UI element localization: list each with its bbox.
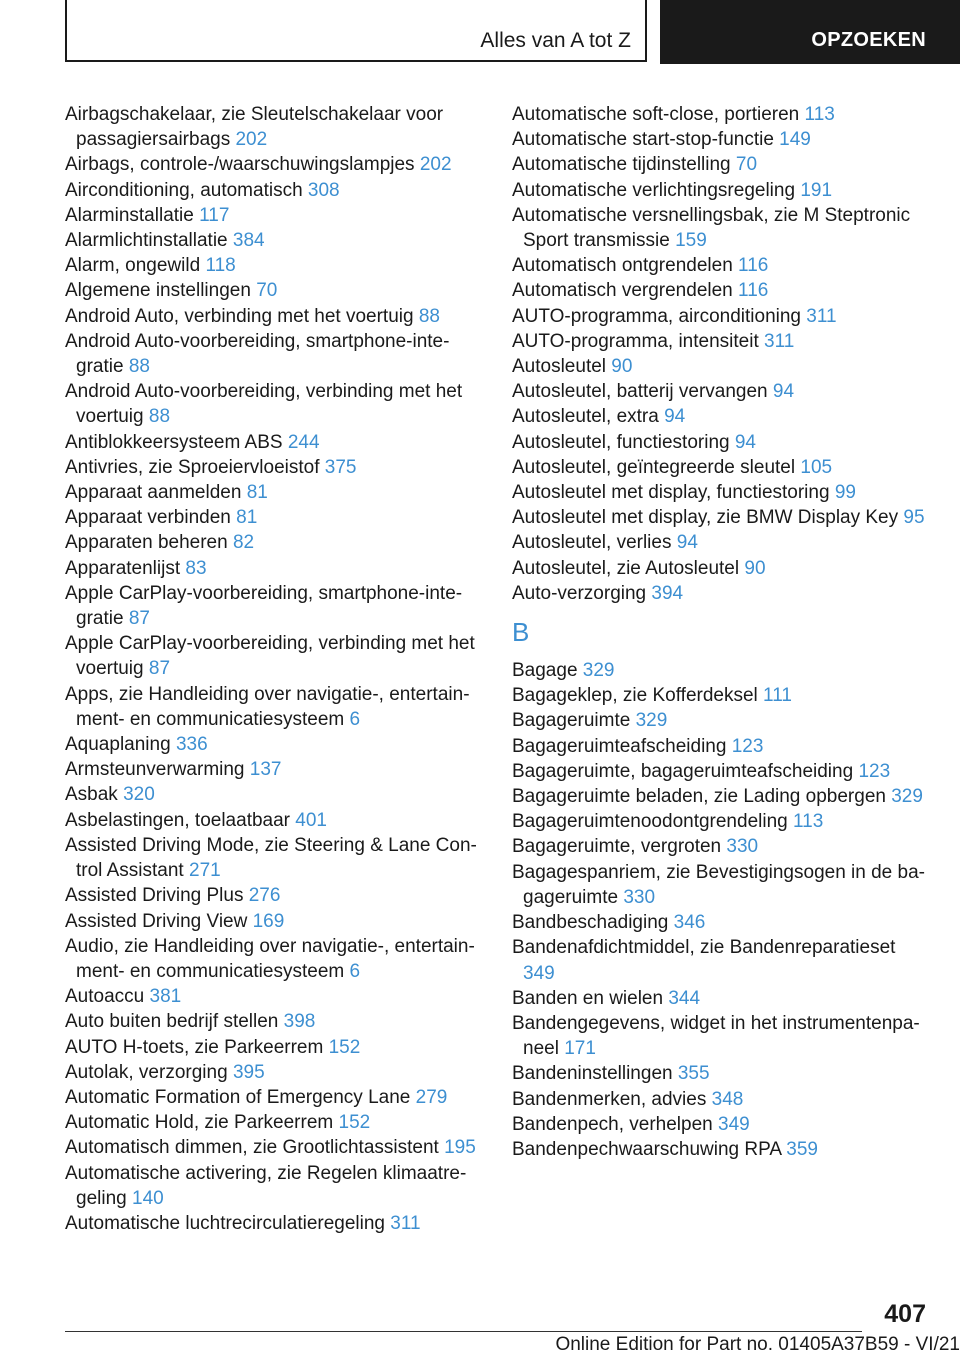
- index-page-link[interactable]: 329: [635, 710, 668, 732]
- index-entry: [512, 581, 932, 606]
- index-page-link[interactable]: 6: [349, 708, 361, 730]
- index-page-link[interactable]: 279: [415, 1086, 448, 1108]
- index-entry-text: Autosleutel, zie Autosleutel: [512, 557, 740, 579]
- index-page-link[interactable]: 329: [891, 786, 923, 808]
- index-page-link[interactable]: 394: [651, 582, 684, 604]
- index-entry: [512, 910, 932, 935]
- index-page-link[interactable]: 398: [283, 1011, 316, 1033]
- index-entry-text: Bagageruimte, vergroten: [512, 836, 722, 858]
- index-entry-text: Automatic Formation of Emergency Lane: [65, 1086, 411, 1108]
- index-entry: [512, 278, 932, 303]
- index-entry-text: Bandenmerken, advies: [512, 1088, 707, 1110]
- index-entry: [512, 379, 932, 404]
- index-entry: [65, 682, 485, 732]
- index-entry: [512, 1112, 932, 1137]
- index-entry: [65, 505, 485, 530]
- index-entry-text: Automatische tijdinstelling: [512, 154, 731, 176]
- index-entry-text: Apparaten beheren: [65, 532, 228, 554]
- index-page-link[interactable]: 140: [132, 1187, 164, 1209]
- index-entry: [512, 127, 932, 152]
- index-page-link[interactable]: 6: [349, 960, 361, 982]
- index-page-link[interactable]: 123: [731, 735, 764, 757]
- index-entry-text: Alarm, ongewild: [65, 255, 201, 277]
- index-page-link[interactable]: 87: [148, 658, 171, 680]
- index-entry-text: Assisted Driving Mode, zie Steering & Lane Control Assistant: [65, 834, 477, 882]
- index-entry-text: Assisted Driving Plus: [65, 885, 244, 907]
- index-entry-text: Bandenafdichtmiddel, zie Bandenreparatieset: [512, 937, 896, 959]
- index-entry: [65, 934, 485, 984]
- index-entry-text: Android Auto-voorbereiding, smartphone-integratie: [65, 330, 450, 378]
- index-entry: [65, 304, 485, 329]
- index-entry-text: Bagagespanriem, zie Bevestigingsogen in de bagageruimte: [512, 861, 925, 908]
- index-entry-text: Apps, zie Handleiding over navigatie-, entertainment- en communicatiesysteem: [65, 683, 470, 730]
- index-entry: [65, 808, 485, 833]
- index-entry-text: Automatische luchtrecirculatieregeling: [65, 1212, 385, 1234]
- index-page-link[interactable]: 330: [726, 836, 759, 858]
- index-page-link[interactable]: 355: [677, 1063, 710, 1085]
- index-entry: [512, 102, 932, 127]
- index-page-link[interactable]: 401: [295, 809, 327, 831]
- index-page-link[interactable]: 171: [564, 1038, 596, 1060]
- index-entry: [512, 404, 932, 429]
- index-entry-text: Autosleutel, extra: [512, 406, 659, 428]
- index-entry-text: Autosleutel met display, functiestoring: [512, 482, 830, 504]
- index-page-link[interactable]: 88: [418, 305, 440, 327]
- index-entry-text: Asbelastingen, toelaatbaar: [65, 809, 290, 831]
- index-page-link[interactable]: 88: [128, 356, 150, 378]
- index-page-link[interactable]: 271: [189, 860, 221, 882]
- index-entry: [512, 784, 932, 809]
- index-entry-text: Airbagschakelaar, zie Sleutelschakelaar voor passagiersairbags: [65, 104, 444, 151]
- index-page-link[interactable]: 346: [673, 912, 706, 934]
- index-entry-text: Automatische versnellingsbak, zie M Steptronic Sport transmissie: [512, 204, 911, 252]
- index-entry-text: Armsteunverwarming: [65, 759, 245, 781]
- index-entry-text: Auto-verzorging: [512, 582, 647, 604]
- index-entry: [65, 1085, 485, 1110]
- index-page-link[interactable]: 329: [582, 660, 615, 682]
- index-entry: [65, 581, 485, 631]
- index-entry-text: Automatische activering, zie Regelen klimaatregeling: [65, 1162, 467, 1209]
- index-entry-text: AUTO-programma, airconditioning: [512, 305, 801, 327]
- index-entry: [65, 329, 485, 379]
- index-entry: [512, 329, 932, 354]
- index-entry-text: Alarmlichtinstallatie: [65, 230, 228, 252]
- index-entry-text: Bagageruimtenoodontgrendeling: [512, 811, 788, 833]
- index-page-link[interactable]: 381: [149, 986, 182, 1008]
- footer-edition: Online Edition for Part no. 01405A37B59 - VI/21: [555, 1334, 960, 1355]
- index-entry-text: Apparaat verbinden: [65, 507, 231, 529]
- index-page-link[interactable]: 87: [128, 608, 150, 630]
- index-entry-text: Bandbeschadiging: [512, 912, 669, 934]
- index-page-link[interactable]: 375: [324, 456, 357, 478]
- index-entry-text: Bagage: [512, 660, 578, 682]
- index-entry-text: Automatische verlichtingsregeling: [512, 179, 796, 201]
- index-page-link[interactable]: 95: [903, 507, 925, 529]
- index-entry: [65, 178, 485, 203]
- index-page-link[interactable]: 311: [390, 1212, 421, 1234]
- index-page-link[interactable]: 149: [779, 129, 811, 151]
- index-entry-text: Apple CarPlay-voorbereiding, verbinding met het voertuig: [65, 633, 475, 680]
- index-entry-text: Algemene instellingen: [65, 280, 251, 302]
- index-entry-text: Autoaccu: [65, 986, 145, 1008]
- index-page-link[interactable]: 349: [523, 962, 555, 984]
- index-page-link[interactable]: 152: [328, 1036, 361, 1058]
- index-page-link[interactable]: 81: [236, 507, 258, 529]
- index-entry: [512, 505, 932, 530]
- index-page-link[interactable]: 169: [252, 910, 285, 932]
- index-entry: [512, 809, 932, 834]
- index-entry: [512, 430, 932, 455]
- index-entry: [65, 757, 485, 782]
- index-page-link[interactable]: 202: [235, 129, 268, 151]
- index-entry-text: AUTO-programma, intensiteit: [512, 330, 759, 352]
- index-entry: [65, 253, 485, 278]
- index-entry: [65, 1060, 485, 1085]
- index-entry: [65, 152, 485, 177]
- index-entry: [512, 480, 932, 505]
- index-entry: [512, 530, 932, 555]
- index-entry: [65, 883, 485, 908]
- index-entry-text: AUTO H-toets, zie Parkeerrem: [65, 1036, 324, 1058]
- index-page-link[interactable]: 105: [800, 456, 833, 478]
- index-entry-text: Automatisch vergrendelen: [512, 280, 733, 302]
- index-page-link[interactable]: 118: [205, 255, 236, 277]
- index-entry: [512, 708, 932, 733]
- index-entry-text: Autosleutel, geïntegreerde sleutel: [512, 456, 796, 478]
- index-entry-text: Aquaplaning: [65, 734, 171, 756]
- index-page-link[interactable]: 116: [738, 280, 769, 302]
- index-entry-text: Bagageruimte, bagageruimteafscheiding: [512, 760, 854, 782]
- index-entry: [512, 935, 932, 985]
- index-entry: [512, 658, 932, 683]
- index-page-link[interactable]: 395: [232, 1061, 265, 1083]
- section-title-box: [65, 0, 647, 62]
- index-entry: [512, 178, 932, 203]
- index-page-link[interactable]: 83: [185, 557, 207, 579]
- lookup-tab-label: OPZOEKEN: [811, 29, 926, 51]
- index-entry: [512, 834, 932, 859]
- index-entry-text: Autosleutel, verlies: [512, 532, 672, 554]
- index-page-link[interactable]: 117: [199, 204, 230, 226]
- index-page-link[interactable]: 94: [734, 431, 756, 453]
- index-entry-text: Apple CarPlay-voorbereiding, smartphone-integratie: [65, 582, 463, 630]
- index-entry: [65, 909, 485, 934]
- index-page-link[interactable]: 81: [246, 482, 268, 504]
- index-entry-text: Automatisch ontgrendelen: [512, 255, 733, 277]
- index-entry-text: Banden en wielen: [512, 987, 664, 1009]
- index-page-link[interactable]: 99: [834, 482, 856, 504]
- index-entry-text: Auto buiten bedrijf stellen: [65, 1011, 279, 1033]
- index-entry: [512, 860, 932, 910]
- index-entry: [512, 203, 932, 253]
- index-page-link[interactable]: 94: [664, 406, 686, 428]
- index-page-link[interactable]: 359: [786, 1138, 818, 1160]
- index-entry: [65, 430, 485, 455]
- index-entry: [65, 455, 485, 480]
- index-entry-text: Bandeninstellingen: [512, 1063, 673, 1085]
- index-entry: [65, 379, 485, 429]
- index-entry-text: Antiblokkeersysteem ABS: [65, 431, 283, 453]
- index-entry: [512, 1087, 932, 1112]
- index-column-right: [512, 102, 932, 1162]
- index-entry-text: Bagageruimte: [512, 710, 631, 732]
- index-page-link[interactable]: 348: [711, 1088, 744, 1110]
- index-entry-text: Automatic Hold, zie Parkeerrem: [65, 1112, 334, 1134]
- index-page-link[interactable]: 94: [772, 381, 795, 403]
- index-entry: [65, 480, 485, 505]
- index-page-link[interactable]: 82: [232, 532, 255, 554]
- footer-divider: [65, 1331, 862, 1332]
- index-page-link[interactable]: 137: [249, 759, 282, 781]
- index-entry-text: Asbak: [65, 784, 118, 806]
- page-number: 407: [884, 1300, 926, 1328]
- index-entry: [512, 455, 932, 480]
- index-entry: [65, 782, 485, 807]
- index-entry: [512, 734, 932, 759]
- index-page-link[interactable]: 94: [676, 532, 698, 554]
- index-entry-text: Assisted Driving View: [65, 910, 248, 932]
- index-page-link[interactable]: 88: [148, 406, 171, 428]
- index-entry-text: Bagageruimteafscheiding: [512, 735, 727, 757]
- index-entry: [65, 984, 485, 1009]
- index-page-link[interactable]: 152: [338, 1112, 371, 1134]
- index-entry-text: Bandengegevens, widget in het instrumentenpaneel: [512, 1012, 920, 1060]
- index-entry: [65, 530, 485, 555]
- index-entry: [65, 732, 485, 757]
- index-page-link[interactable]: 116: [738, 255, 769, 277]
- index-entry: [65, 631, 485, 681]
- index-page-link[interactable]: 111: [763, 685, 792, 707]
- index-entry: [65, 1009, 485, 1034]
- index-page-link[interactable]: 308: [307, 179, 340, 201]
- index-page-link[interactable]: 384: [232, 230, 265, 252]
- index-page-link[interactable]: 330: [623, 886, 656, 908]
- index-column-left: [65, 102, 485, 1236]
- index-entry: [65, 102, 485, 152]
- index-entry: [65, 556, 485, 581]
- index-page-link[interactable]: 70: [735, 154, 758, 176]
- index-entry: [512, 1061, 932, 1086]
- index-page-link[interactable]: 202: [419, 154, 452, 176]
- index-entry-text: Automatische soft-close, portieren: [512, 104, 800, 125]
- index-entry: [65, 1110, 485, 1135]
- index-entry: [512, 354, 932, 379]
- index-page-link[interactable]: 244: [287, 431, 320, 453]
- section-title: Alles van A tot Z: [480, 29, 631, 52]
- index-page-link[interactable]: 320: [123, 784, 155, 806]
- index-entry: [65, 833, 485, 883]
- index-page-link[interactable]: 123: [858, 760, 891, 782]
- index-entry: [65, 1161, 485, 1211]
- index-entry-text: Bandenpech, verhelpen: [512, 1113, 713, 1135]
- index-entry: [512, 986, 932, 1011]
- index-entry: [65, 203, 485, 228]
- index-entry: [65, 228, 485, 253]
- index-entry-text: Apparatenlijst: [65, 557, 181, 579]
- index-page-link[interactable]: 336: [175, 734, 208, 756]
- index-entry-text: Autosleutel: [512, 356, 607, 378]
- index-entry: [512, 556, 932, 581]
- index-entry: [512, 683, 932, 708]
- index-entry-text: Automatisch dimmen, zie Grootlichtassistent: [65, 1137, 439, 1159]
- index-letter-heading: B: [512, 617, 530, 648]
- index-page-link[interactable]: 113: [804, 104, 835, 125]
- index-entry: [65, 1035, 485, 1060]
- index-page-link[interactable]: 195: [444, 1137, 476, 1159]
- index-entry: [65, 278, 485, 303]
- index-entry: [65, 1135, 485, 1160]
- index-entry-text: Antivries, zie Sproeiervloeistof: [65, 456, 320, 478]
- index-page-link[interactable]: 344: [668, 987, 701, 1009]
- index-entry-text: Apparaat aanmelden: [65, 482, 242, 504]
- index-entry-text: Airconditioning, automatisch: [65, 179, 303, 201]
- index-entry-text: Audio, zie Handleiding over navigatie-, entertainment- en communicatiesysteem: [65, 935, 475, 982]
- index-entry-text: Android Auto-voorbereiding, verbinding met het voertuig: [65, 381, 463, 428]
- index-entry-text: Airbags, controle-/waarschuwingslampjes: [65, 154, 415, 176]
- index-page-link[interactable]: 311: [764, 330, 795, 352]
- index-page-link[interactable]: 159: [675, 230, 707, 252]
- index-entry: [512, 1011, 932, 1061]
- index-entry-text: Alarminstallatie: [65, 204, 194, 226]
- index-entry: [512, 253, 932, 278]
- index-page-link[interactable]: 349: [718, 1113, 750, 1135]
- index-entry-text: Autosleutel met display, zie BMW Display Key: [512, 507, 899, 529]
- index-entry-text: Automatische start-stop-functie: [512, 129, 774, 151]
- index-page-link[interactable]: 113: [793, 811, 824, 833]
- index-page-link[interactable]: 191: [800, 179, 833, 201]
- index-entry-text: Autosleutel, functiestoring: [512, 431, 730, 453]
- lookup-tab: [660, 0, 960, 64]
- index-entry: [512, 304, 932, 329]
- index-page-link[interactable]: 276: [248, 885, 281, 907]
- index-entry: [65, 1211, 485, 1236]
- index-entry-text: Bagageklep, zie Kofferdeksel: [512, 685, 758, 707]
- index-entry: [512, 152, 932, 177]
- index-page-link[interactable]: 90: [611, 356, 633, 378]
- index-entry: [512, 759, 932, 784]
- index-entry: [512, 1137, 932, 1162]
- index-page-link[interactable]: 90: [744, 557, 766, 579]
- index-entry-text: Autosleutel, batterij vervangen: [512, 381, 768, 403]
- index-page-link[interactable]: 70: [256, 280, 278, 302]
- index-page-link[interactable]: 311: [806, 305, 837, 327]
- page-header: [65, 0, 960, 64]
- index-entry-text: Bandenpechwaarschuwing RPA: [512, 1138, 781, 1160]
- index-entry-text: Android Auto, verbinding met het voertuig: [65, 305, 414, 327]
- index-entry-text: Bagageruimte beladen, zie Lading opbergen: [512, 786, 886, 808]
- index-entry-text: Autolak, verzorging: [65, 1061, 228, 1083]
